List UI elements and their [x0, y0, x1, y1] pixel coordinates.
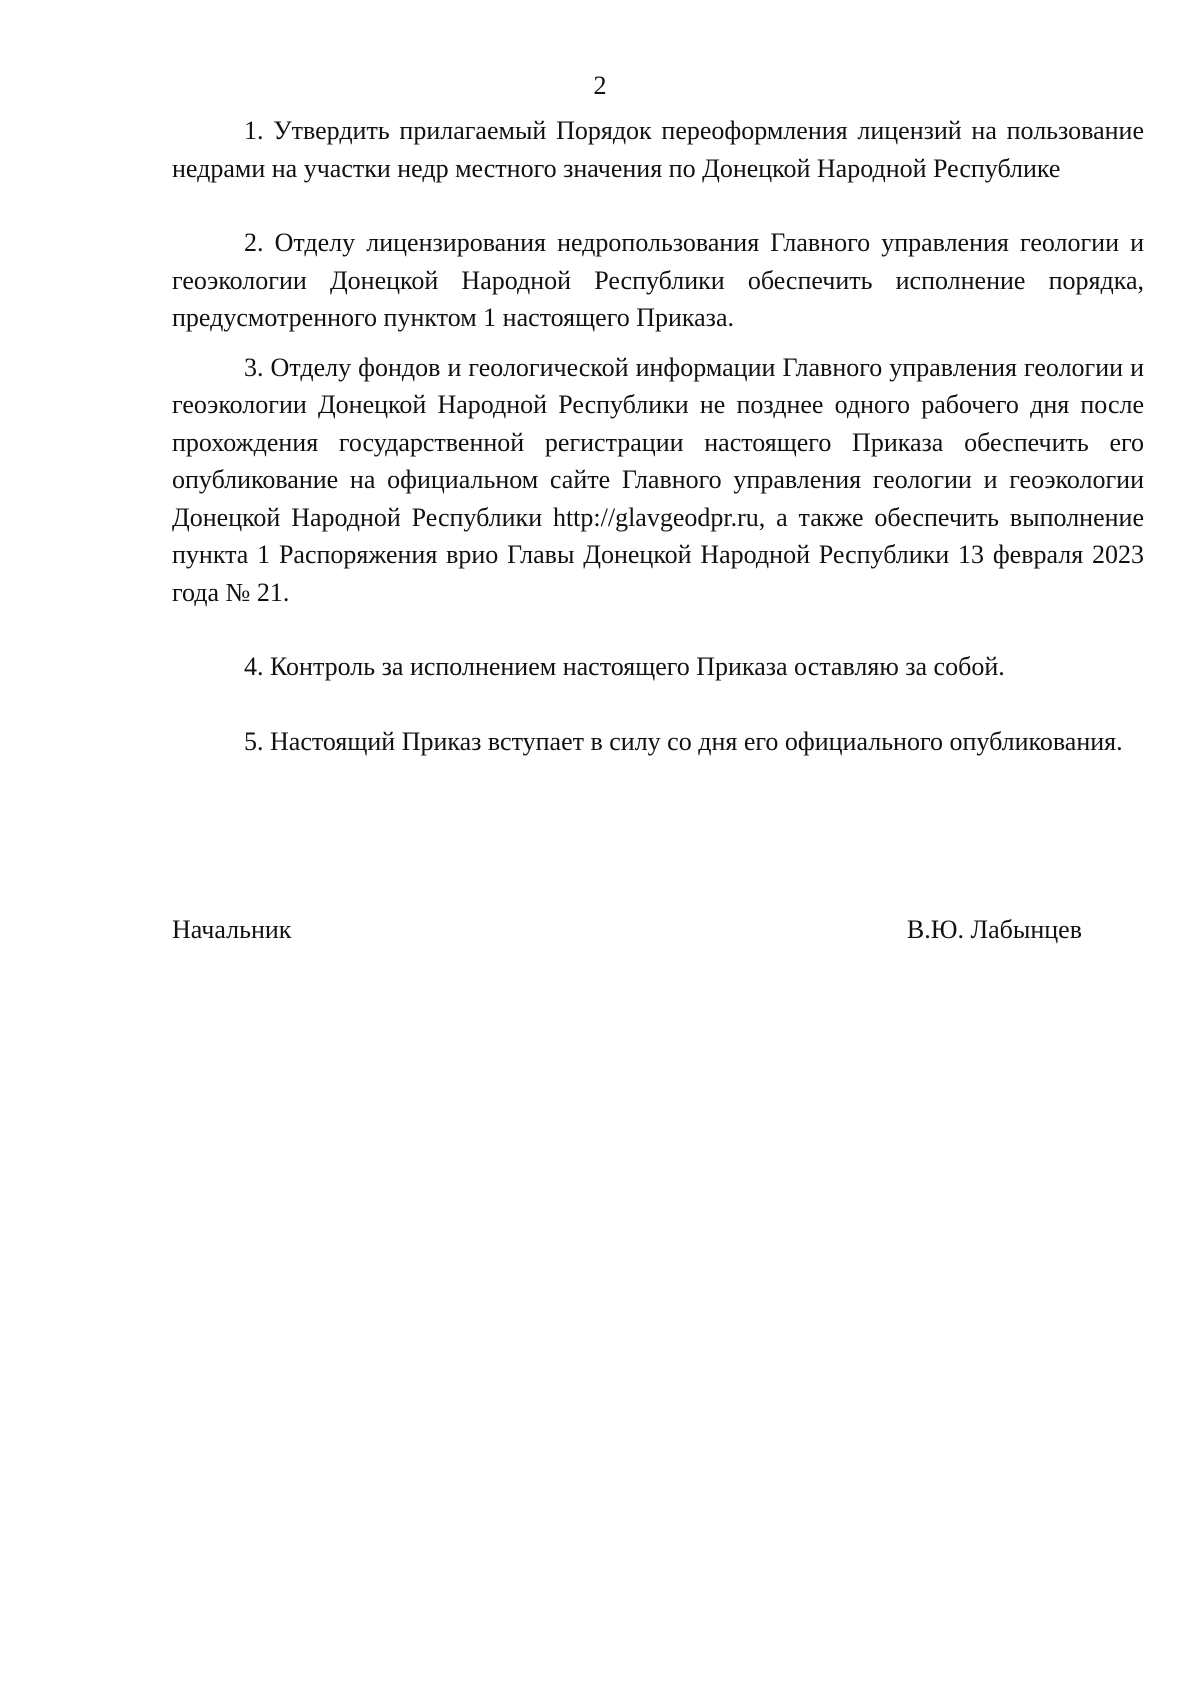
signatory-position: Начальник [172, 915, 292, 944]
paragraph-5: 5. Настоящий Приказ вступает в силу со дня его официального опубликования. [244, 726, 1123, 756]
document-body [172, 112, 1144, 760]
paragraph-1: 1. Утвердить прилагаемый Порядок переоформления лицензий на пользование недрами на участки недр местного значения по Донецкой Народной Республике [172, 116, 1144, 183]
paragraph-2: 2. Отделу лицензирования недропользования Главного управления геологии и геоэкологии Донецкой Народной Республики обеспечить исполнение порядка, предусмотренного пунктом 1 настоящего Приказа. [172, 228, 1144, 332]
paragraph-4: 4. Контроль за исполнением настоящего Приказа оставляю за собой. [244, 652, 1005, 681]
page-number: 2 [593, 71, 607, 100]
signatory-name: В.Ю. Лабынцев [906, 915, 1082, 944]
signature-block [172, 910, 1082, 950]
paragraph-3: 3. Отделу фондов и геологической информации Главного управления геологии и геоэкологии Донецкой Народной Республики не позднее одного рабочего дня после прохождения государственной регистрации настоящего Приказа обеспечить его опубликование на официальном сайте Главного управления геологии и геоэкологии Донецкой Народной Республики http://glavgeodpr.ru, а также обеспечить выполнение пункта 1 Распоряжения врио Главы Донецкой Народной Республики 13 февраля 2023 года № 21. [172, 352, 1144, 607]
